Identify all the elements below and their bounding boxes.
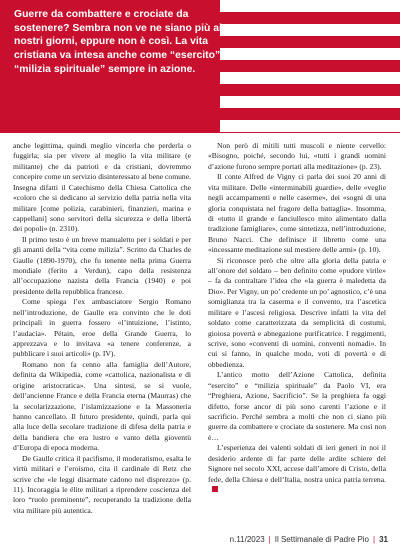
page-number: 31 (379, 535, 388, 544)
stripe (220, 120, 400, 132)
magazine-name: Il Settimanale di Padre Pio (274, 535, 370, 544)
stripe (220, 24, 400, 36)
stripe (220, 72, 400, 84)
paragraph: Non però di mitili tutti muscoli e niente cervello: «Bisogno, poiché, secondo lui, «tutti i grandi uomini d’azione furono sempre portati alla meditazione» (p. 23). (208, 141, 386, 171)
header-banner (0, 0, 400, 133)
page-footer (230, 535, 388, 544)
paragraph: Si riconosce però che oltre alla gloria della patria e all’onore del soldato – ben definito come «pudore virile» – fa da contraltare l’idea che «la guerra è maledetta da Dio». Per Vigny, un po’ credente un po’ agnostico, c’è una somiglianza tra la caserma e il convento, tra l’ascetica militare e l’ascesi religiosa. Descrive infatti la vita del soldato come caratterizzata da semplicità di costumi, gioiosa povertà e abnegazione purificatrice. I reggimenti, scrive, sono «conventi di uomini, conventi nomadi». In cui si fanno, in qualche modo, voti di povertà e di obbedienza. (208, 255, 386, 369)
decorative-stripes (220, 0, 400, 133)
paragraph: L’antico motto dell’Azione Cattolica, definita “esercito” e “milizia spirituale” da Paolo VI, era “Preghiera, Azione, Sacrificio”. Se la preghiera fa oggi difetto, forse ancor di più sono carenti l’azione e il sacrificio. Perché sembra a molti che non ci siano più guerre da combattere e crociate da sostenere. Ma così non è… (208, 370, 386, 442)
paragraph: anche legittima, quindi meglio vincerla che perderla o fuggirla; sia per vivere al meglio la vita militare (e militante) che da patrioti e da cristiani, dovremmo concepire come un servizio disinteressato al bene comune. Insegna difatti il Catechismo della Chiesa Cattolica che «coloro che si dedicano al servizio della patria nella vita militare [come polizia, carabinieri, finanzieri, marina e cappellani] sono servitori della sicurezza e della libertà dei popoli» (n. 2310). (13, 141, 191, 234)
end-of-article-icon (212, 486, 218, 492)
paragraph: Il primo testo è un breve manualetto per i soldati e per gli amanti della “vita come milizia”. Scritto da Charles de Gaulle (1890-1970), che fu tenente nella prima Guerra mondiale (ferito a Verdun), capo della resistenza all’occupazione nazista della Francia (1940) e poi presidente della repubblica francese. (13, 234, 191, 296)
left-column (13, 141, 191, 516)
footer-separator: | (373, 535, 376, 544)
footer-separator: | (268, 535, 271, 544)
paragraph: De Gaulle critica il pacifismo, il moderatismo, esalta le virtù militari e l’eroismo, cita il cardinale di Retz che scrive che «le leggi disarmate cadono nel disprezzo» (p. 11). Incoraggia le élite militari a riprendere coscienza del loro “ruolo preminente”, recuperando la tradizione della vita militare più autentica. (13, 453, 191, 515)
stripe (220, 48, 400, 60)
stripe (220, 96, 400, 108)
stripe (220, 0, 400, 12)
banner-lead-text: Guerre da combattere e crociate da sostenere? Sembra non ve ne siano più ai nostri giorni, eppure non è così. La vita cristiana va intesa anche come “esercito” e “milizia spirituale” sempre in azione. (14, 9, 229, 75)
paragraph: Come spiega l’ex ambasciatore Sergio Romano nell’introduzione, de Gaulle era convinto che le doti principali in guerra fossero «l’intuizione, l’istinto, l’audacia». Pétain, eroe della Grande Guerra, lo apprezzava e lo invitava «a tenere conferenze, a pubblicare i suoi articoli» (p. IV). (13, 297, 191, 359)
paragraph: Il conte Alfred de Vigny ci parla dei suoi 20 anni di vita militare. Delle «interminabili guardie», delle «veglie negli accampamenti e nelle caserme», dei «sogni di una gloria conquistata nel fragore della battaglia». Insomma, di «tutto il grande e fanciullesco mito alimentato dalla tradizione famigliare», come sintetizza, nell’introduzione, Bruno Nacci. Che definisce il libretto come una «incessante meditazione sul mestiere delle armi» (p. 10). (208, 172, 386, 255)
paragraph: Romano non fa cenno alla famiglia dell’Autore, definita da Wikipedia, come «cattolica, nazionalista e di origine aristocratica». Una sintesi, se si vuole, dell’ancienne France e della Francia eterna (Maurras) che la secolarizzazione, l’islamizzazione e la Massoneria hanno cancellato. Il futuro presidente, quindi, parla qui alla luce della secolare tradizione di difesa della patria e della bandiera che era lustro e vanto della gioventù d’Europa di epoca moderna. (13, 359, 191, 453)
closing-paragraph (208, 443, 386, 495)
issue-number: n.11/2023 (229, 535, 265, 544)
paragraph-text: L’esperienza dei valenti soldati di ieri generi in noi il desiderio ardente di far parte delle ardite schiere del Signore nel secolo XXI, accese dall’amore di Cristo, della fede, della Chiesa e dell’Italia, nostra unica patria terrena. (208, 443, 386, 484)
right-column (208, 141, 386, 495)
